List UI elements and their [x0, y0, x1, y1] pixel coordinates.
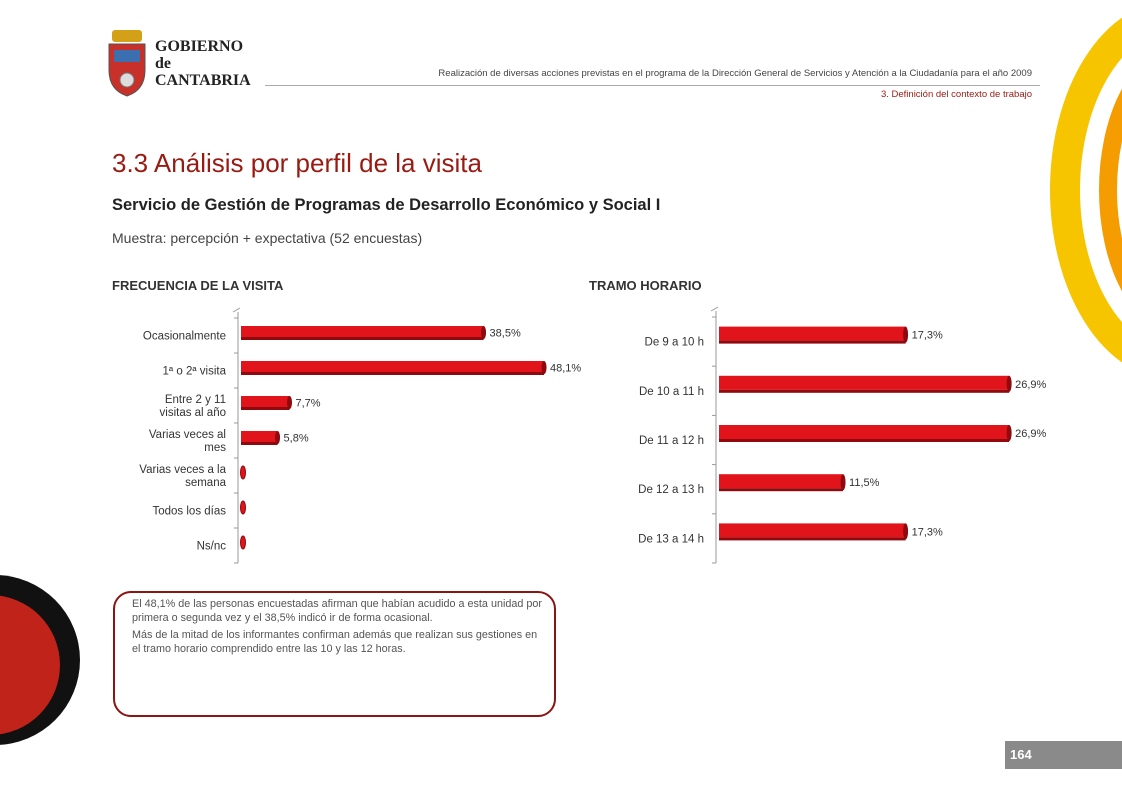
bar-body — [719, 474, 843, 488]
chart-2-category-label: De 9 a 10 h — [644, 336, 704, 349]
chart-1-category-label: Varias veces a la semana — [139, 464, 226, 489]
bar-body — [241, 431, 278, 442]
bar-cap — [903, 523, 908, 539]
chart-2-svg — [589, 300, 1049, 570]
bar-body — [241, 396, 290, 407]
tramo-horario-chart — [589, 300, 1049, 570]
chart-1-bar-4 — [241, 466, 246, 479]
chart-1-axis-top — [233, 308, 240, 312]
bar-shadow — [719, 341, 906, 344]
page-subtitle: Servicio de Gestión de Programas de Desarrollo Económico y Social I — [112, 196, 661, 214]
chart-1-value-label: 5,8% — [283, 432, 309, 445]
bar-cap — [481, 326, 486, 339]
summary-paragraph-2: Más de la mitad de los informantes confirman además que realizan sus gestiones en el tramo horario comprendido entre las 10 y las 12 horas. — [132, 629, 538, 655]
bar-cap — [241, 536, 246, 549]
chart-1-bar-5 — [241, 501, 246, 514]
chart-1-svg — [112, 300, 582, 570]
document-title: Realización de diversas acciones previstas en el programa de la Dirección General de Servicios y Atención a la Ciudadanía para el año 2009 — [438, 68, 1032, 79]
bar-cap — [903, 327, 908, 343]
bar-body — [241, 361, 544, 372]
chart-2-category-label: De 10 a 11 h — [638, 385, 704, 398]
chart-1-value-label: 38,5% — [489, 327, 521, 340]
chart-2-bar-1 — [719, 376, 1012, 393]
chart-2-category-label: De 13 a 14 h — [638, 533, 704, 546]
bar-shadow — [241, 442, 278, 445]
sample-description: Muestra: percepción + expectativa (52 encuestas) — [112, 230, 423, 246]
chart-2-value-label: 26,9% — [1015, 378, 1047, 391]
summary-note — [113, 591, 556, 717]
chart-1-value-label: 48,1% — [550, 362, 582, 375]
bar-body — [241, 326, 484, 337]
bar-shadow — [241, 372, 544, 375]
chart-2-value-label: 17,3% — [911, 329, 943, 342]
bar-cap — [1007, 425, 1012, 441]
bar-shadow — [719, 488, 843, 491]
chart-2-axis-top — [711, 307, 718, 311]
chart-2-bar-0 — [719, 327, 908, 344]
chart-1-category-label: Varias veces al mes — [148, 429, 226, 454]
summary-paragraph-1: El 48,1% de las personas encuestadas afirman que habían acudido a esta unidad por primera o segunda vez y el 38,5% indicó ir de forma ocasional. — [132, 598, 542, 624]
chart-2-title: TRAMO HORARIO — [589, 278, 702, 293]
chart-1-category-label: 1ª o 2ª visita — [162, 365, 226, 378]
frecuencia-chart — [112, 300, 582, 570]
bar-shadow — [241, 337, 484, 340]
bar-shadow — [241, 407, 290, 410]
bar-shadow — [719, 390, 1009, 393]
bar-body — [719, 327, 906, 341]
chart-1-bar-1 — [241, 361, 547, 375]
bar-shadow — [719, 537, 906, 540]
bar-cap — [287, 396, 292, 409]
bar-body — [719, 425, 1009, 439]
chart-1-category-label: Ns/nc — [196, 540, 226, 553]
page-title: 3.3 Análisis por perfil de la visita — [112, 148, 482, 178]
chart-2-bar-4 — [719, 523, 908, 540]
chart-1-category-label: Todos los días — [152, 505, 226, 518]
chart-2-value-label: 11,5% — [849, 477, 880, 490]
chart-2-category-label: De 12 a 13 h — [638, 484, 704, 497]
header-divider — [265, 85, 1040, 86]
logo-text — [155, 38, 251, 89]
bar-cap — [241, 501, 246, 514]
logo-line-1: GOBIERNO — [155, 38, 244, 55]
bar-body — [719, 376, 1009, 390]
chart-1-category-label: Ocasionalmente — [142, 330, 226, 343]
right-decor-rings — [1065, 15, 1122, 365]
bar-shadow — [719, 439, 1009, 442]
bar-cap — [241, 466, 246, 479]
chart-2-bar-2 — [719, 425, 1012, 442]
bar-cap — [542, 361, 547, 374]
logo-line-3: CANTABRIA — [155, 72, 251, 89]
chart-1-bar-3 — [241, 431, 280, 445]
bar-cap — [1007, 376, 1012, 392]
chart-1-bar-6 — [241, 536, 246, 549]
section-label: 3. Definición del contexto de trabajo — [880, 89, 1032, 100]
logo-line-2: de — [155, 55, 171, 72]
chart-2-value-label: 17,3% — [911, 526, 943, 539]
chart-1-category-label: Entre 2 y 11 visitas al año — [159, 394, 226, 419]
chart-1-value-label: 7,7% — [295, 397, 321, 410]
chart-2-value-label: 26,9% — [1015, 428, 1047, 440]
chart-2-category-label: De 11 a 12 h — [638, 435, 704, 447]
bar-body — [719, 523, 906, 537]
page-number: 164 — [1010, 747, 1032, 762]
bar-cap — [841, 474, 846, 490]
bar-cap — [275, 431, 280, 444]
chart-1-bar-0 — [241, 326, 486, 340]
cantabria-coat-of-arms-logo — [106, 28, 148, 98]
chart-1-title: FRECUENCIA DE LA VISITA — [112, 278, 284, 293]
chart-2-bar-3 — [719, 474, 846, 491]
chart-1-bar-2 — [241, 396, 292, 410]
